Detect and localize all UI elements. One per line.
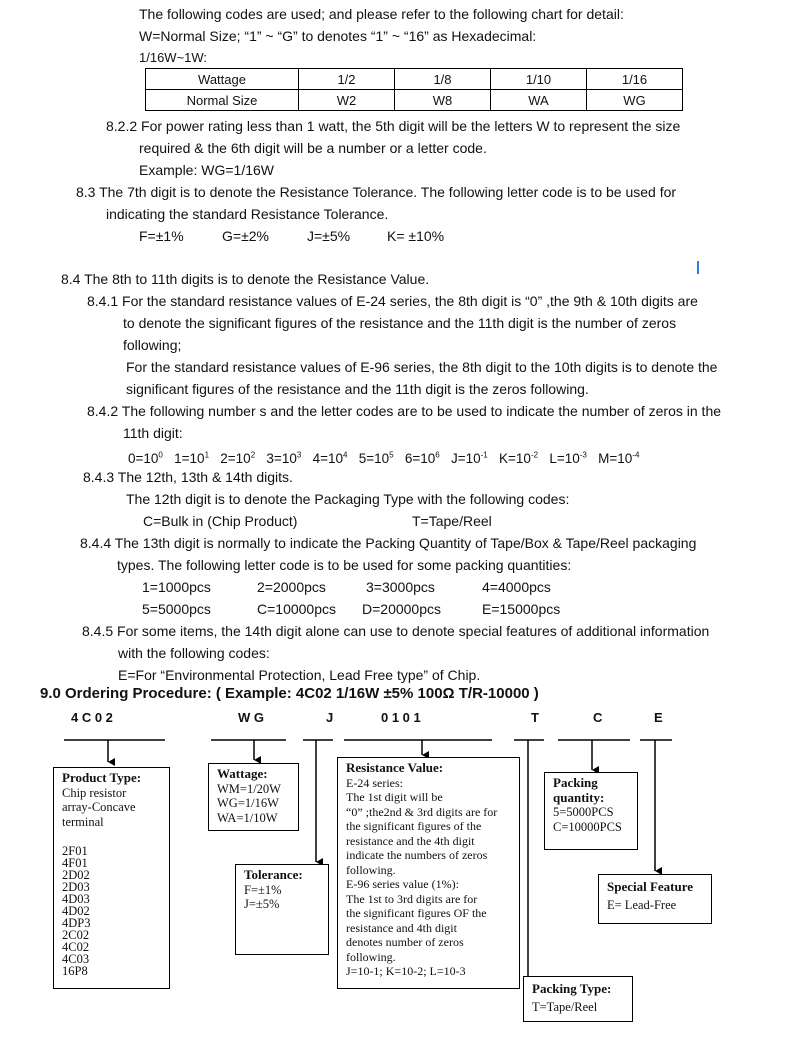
s841-line-5: significant figures of the resistance and the 11th digit is the zeros following. (126, 381, 589, 397)
qty-code: D=20000pcs (362, 601, 442, 617)
intro-line-2: W=Normal Size; “1” ~ “G” to denotes “1” ~ “16” as Hexadecimal: (139, 28, 537, 44)
tolerance-code: F=±1% (139, 228, 184, 244)
box-line: 5=5000PCS (553, 805, 614, 819)
box-title: Packing Type: (532, 981, 612, 996)
table-cell: WG (587, 90, 683, 111)
box-line: array-Concave (62, 800, 136, 814)
box-line: following. (346, 949, 396, 964)
box-line: J=10-1; K=10-2; L=10-3 (346, 964, 466, 978)
s843-code-t: T=Tape/Reel (412, 513, 492, 529)
table-cell: Normal Size (146, 90, 299, 111)
product-type-box (53, 767, 170, 989)
s822-line-3: Example: WG=1/16W (139, 162, 274, 178)
box-line: Chip resistor (62, 785, 127, 800)
zero-code: $0=10^0$ (128, 450, 163, 466)
list-item: 2D02 (62, 868, 90, 882)
zero-code: $3=10^3$ (266, 450, 302, 466)
special-feature-box (598, 874, 712, 924)
s843-line-2: The 12th digit is to denote the Packaging Type with the following codes: (126, 491, 570, 507)
tolerance-box (235, 864, 329, 955)
box-line: following. (346, 862, 396, 877)
qty-code: C=10000pcs (257, 601, 337, 617)
box-title: Resistance Value: (346, 760, 444, 775)
box-line: resistance and the 4th digit (346, 833, 475, 848)
s844-line-1: 8.4.4 The 13th digit is normally to indicate the Packing Quantity of Tape/Box & Tape/Reel packaging (80, 535, 697, 551)
list-item: 4DP3 (62, 916, 91, 930)
box-title: Packing quantity: (553, 775, 605, 805)
box-line: denotes number of zeros (346, 935, 464, 949)
code-group-resistance: 0 1 0 1 (381, 710, 421, 725)
box-line: WM=1/20W (217, 781, 281, 796)
box-title: Product Type: (62, 770, 142, 785)
qty-code: 5=5000pcs (142, 601, 211, 617)
zero-code: $6=10^6$ (404, 450, 440, 466)
zero-code: $1=10^1$ (174, 450, 210, 466)
box-line: WG=1/16W (217, 796, 279, 810)
qty-code: E=15000pcs (482, 601, 561, 617)
s841-line-3: following; (123, 337, 182, 353)
box-line: “0” ;the2nd & 3rd digits are for (346, 804, 498, 819)
table-cell: 1/8 (395, 69, 491, 90)
s843-line-1: 8.4.3 The 12th, 13th & 14th digits. (83, 469, 293, 485)
s842-line-1: 8.4.2 The following number s and the letter codes are to be used to indicate the number of zeros in the (87, 403, 722, 419)
zero-code: $M=10^{-4}$ (598, 450, 640, 466)
s841-line-2: to denote the significant figures of the resistance and the 11th digit is the number of zeros (123, 315, 677, 331)
box-line: resistance and 4th digit (346, 920, 457, 935)
s845-line-1: 8.4.5 For some items, the 14th digit alone can use to denote special features of additional information (82, 623, 710, 639)
code-group-packing-qty: C (593, 710, 603, 725)
list-item: 2C02 (62, 928, 90, 942)
s822-line-1: 8.2.2 For power rating less than 1 watt, the 5th digit will be the letters W to represent the size (106, 118, 681, 134)
s845-line-3: E=For “Environmental Protection, Lead Free type” of Chip. (118, 667, 481, 683)
s842-line-2: 11th digit: (123, 425, 183, 441)
box-title: Tolerance: (244, 867, 303, 882)
s84-title: 8.4 The 8th to 11th digits is to denote the Resistance Value. (61, 271, 430, 287)
qty-code: 2=2000pcs (257, 579, 326, 595)
table-cell: W8 (395, 90, 491, 111)
code-group-tolerance: J (326, 710, 334, 725)
code-group-wattage: W G (238, 710, 264, 725)
list-item: 4D03 (62, 892, 90, 906)
list-item: 4C02 (62, 940, 90, 954)
box-title: Wattage: (217, 766, 268, 781)
table-cell: Wattage (146, 69, 299, 90)
box-line: C=10000PCS (553, 819, 622, 834)
zero-code: $2=10^2$ (220, 450, 256, 466)
resistance-value-box (337, 757, 520, 989)
zero-code: $J=10^{-1}$ (450, 450, 488, 466)
box-title: Special Feature (607, 879, 694, 894)
zero-code: $K=10^{-2}$ (499, 450, 539, 466)
box-line: E= Lead-Free (607, 898, 677, 912)
s9-title: 9.0 Ordering Procedure: ( Example: 4C02 1/16W ±5% 100Ω T/R-10000 ) (40, 685, 539, 702)
box-line: T=Tape/Reel (532, 1000, 598, 1014)
s822-line-2: required & the 6th digit will be a number or a letter code. (139, 140, 487, 156)
box-line: The 1st to 3rd digits are for (346, 891, 478, 906)
box-line: F=±1% (244, 882, 282, 897)
table-cell: 1/2 (299, 69, 395, 90)
s845-line-2: with the following codes: (118, 645, 270, 661)
s83-line-2: indicating the standard Resistance Tolerance. (106, 206, 389, 222)
packing-type-box (523, 976, 633, 1022)
list-item: 4F01 (62, 856, 88, 870)
qty-code: 3=3000pcs (366, 579, 435, 595)
wattage-box (208, 763, 299, 831)
list-item: 16P8 (62, 964, 88, 978)
s841-line-1: 8.4.1 For the standard resistance values of E-24 series, the 8th digit is “0” ,the 9th & 10th digits are (87, 293, 698, 309)
box-line: indicate the numbers of zeros (346, 848, 488, 862)
list-item: 2D03 (62, 880, 90, 894)
tolerance-code: K= ±10% (387, 228, 445, 244)
zero-code: $5=10^5$ (358, 450, 394, 466)
s843-code-c: C=Bulk in (Chip Product) (143, 513, 298, 529)
box-line: E-96 series value (1%): (346, 877, 459, 891)
list-item: 2F01 (62, 844, 88, 858)
box-line: terminal (62, 814, 104, 829)
table-cell: WA (491, 90, 587, 111)
table-cell: W2 (299, 90, 395, 111)
qty-code: 4=4000pcs (482, 579, 551, 595)
list-item: 4C03 (62, 952, 90, 966)
zero-code: $4=10^4$ (312, 450, 348, 466)
intro-line-1: The following codes are used; and please refer to the following chart for detail: (139, 6, 624, 22)
s83-line-1: 8.3 The 7th digit is to denote the Resistance Tolerance. The following letter code is to be used for (76, 184, 677, 200)
box-line: the significant figures of the (346, 819, 482, 833)
box-line: J=±5% (244, 897, 280, 911)
box-line: WA=1/10W (217, 810, 278, 825)
packing-quantity-box (544, 772, 638, 850)
code-group-special: E (654, 710, 663, 725)
table-cell: 1/16 (587, 69, 683, 90)
box-line: E-24 series: (346, 775, 403, 790)
tolerance-code: J=±5% (307, 228, 351, 244)
list-item: 4D02 (62, 904, 90, 918)
code-group-product: 4 C 0 2 (71, 710, 113, 725)
tolerance-code: G=±2% (222, 228, 269, 244)
qty-code: 1=1000pcs (142, 579, 211, 595)
table-cell: 1/10 (491, 69, 587, 90)
box-line: the significant figures OF the (346, 906, 487, 920)
box-line: The 1st digit will be (346, 790, 443, 804)
s841-line-4: For the standard resistance values of E-96 series, the 8th digit to the 10th digits is to denote the (126, 359, 718, 375)
zero-code: $L=10^{-3}$ (549, 450, 587, 466)
s844-line-2: types. The following letter code is to be used for some packing quantities: (117, 557, 572, 573)
intro-line-3: 1/16W~1W: (139, 50, 208, 65)
code-group-packing-type: T (531, 710, 539, 725)
